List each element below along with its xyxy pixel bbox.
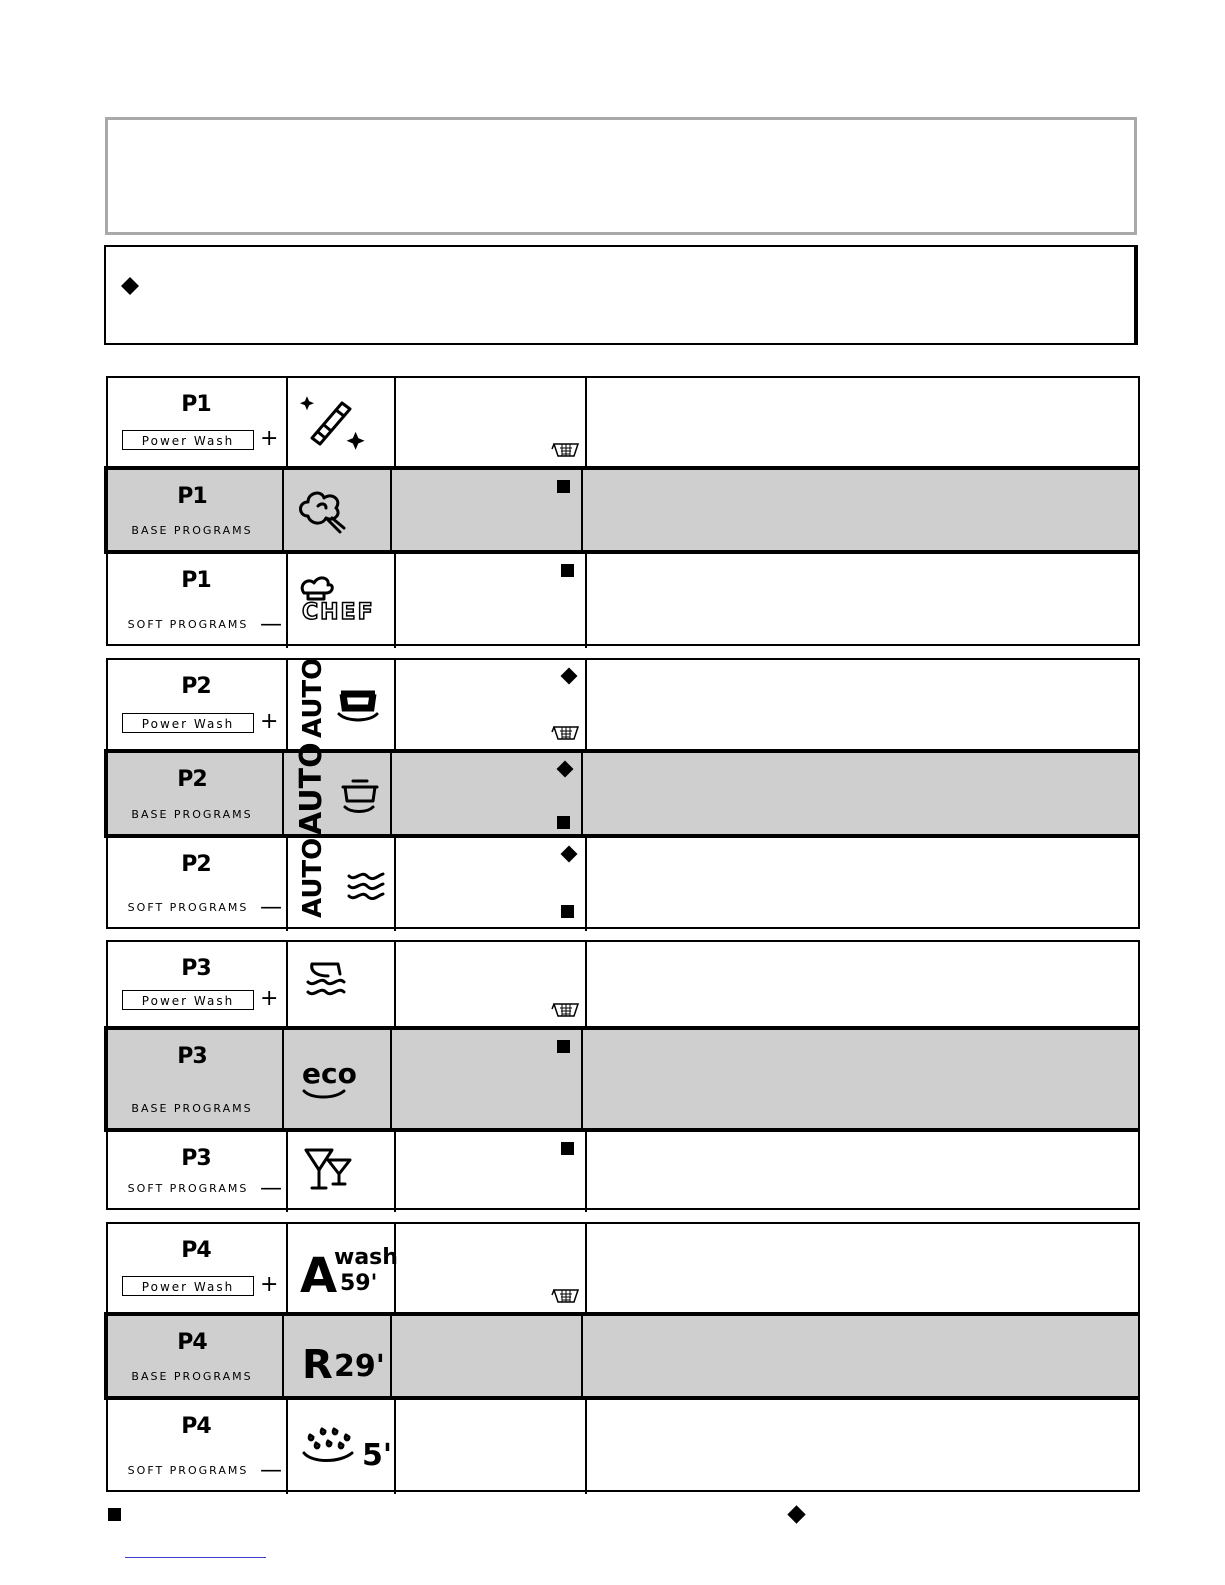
soft-programs-label: SOFT PROGRAMS — [127, 1464, 249, 1477]
diamond-marker-icon — [121, 277, 139, 295]
program-row — [108, 378, 1138, 466]
note-box — [104, 245, 1138, 345]
program-code: P4 — [181, 1414, 211, 1439]
program-row — [108, 1224, 1138, 1312]
program-code: P2 — [181, 674, 211, 699]
auto-pot-icon — [287, 742, 387, 841]
minus-sign: — — [260, 895, 282, 920]
program-row — [104, 1026, 1138, 1132]
program-code: P2 — [181, 852, 211, 877]
square-marker — [561, 905, 574, 918]
program-row — [104, 1312, 1138, 1400]
chef-icon — [298, 573, 390, 627]
plus-sign: + — [260, 709, 279, 734]
baby-bottle-icon — [298, 394, 368, 458]
filter-icon — [552, 723, 580, 747]
power-wash-label: Power Wash — [122, 713, 254, 733]
program-row — [108, 1132, 1138, 1212]
program-row — [108, 657, 1138, 749]
glasses-icon — [298, 1144, 358, 1200]
footer-link-underline[interactable] — [125, 1557, 266, 1558]
filter-icon — [552, 1000, 580, 1024]
plus-sign: + — [260, 986, 279, 1011]
square-marker — [557, 816, 570, 829]
plus-sign: + — [260, 1272, 279, 1297]
program-code: P3 — [177, 1044, 207, 1069]
square-marker — [557, 480, 570, 493]
auto-waves-icon — [291, 837, 391, 926]
filter-icon — [552, 440, 580, 464]
diamond-marker — [561, 846, 578, 863]
program-code: P1 — [181, 568, 211, 593]
cup-waves-icon — [298, 956, 358, 1010]
program-row — [104, 742, 1138, 838]
svg-text:R: R — [302, 1342, 333, 1388]
soft-programs-label: SOFT PROGRAMS — [127, 618, 249, 631]
svg-text:29': 29' — [334, 1349, 385, 1384]
svg-text:5': 5' — [362, 1438, 393, 1473]
program-row — [108, 554, 1138, 648]
program-group — [106, 658, 1140, 929]
square-marker — [561, 564, 574, 577]
program-code: P4 — [177, 1330, 207, 1355]
program-code: P3 — [181, 1146, 211, 1171]
footnote-diamond-marker — [787, 1505, 805, 1523]
power-wash-label: Power Wash — [122, 430, 254, 450]
steam-cloud-icon — [294, 486, 354, 540]
diamond-marker — [561, 668, 578, 685]
svg-text:A: A — [300, 1248, 338, 1304]
svg-text:AUTO: AUTO — [294, 742, 329, 835]
program-code: P1 — [177, 484, 207, 509]
base-programs-label: BASE PROGRAMS — [131, 808, 253, 821]
rapid-29-icon — [294, 1332, 386, 1392]
program-row — [108, 942, 1138, 1026]
program-group — [106, 376, 1140, 646]
base-programs-label: BASE PROGRAMS — [131, 524, 253, 537]
power-wash-label: Power Wash — [122, 990, 254, 1010]
svg-text:59': 59' — [340, 1271, 378, 1296]
program-code: P3 — [181, 956, 211, 981]
power-wash-label: Power Wash — [122, 1276, 254, 1296]
program-group — [106, 940, 1140, 1210]
minus-sign: — — [260, 612, 282, 637]
square-marker — [557, 1040, 570, 1053]
svg-text:AUTO: AUTO — [298, 657, 328, 738]
soft-programs-label: SOFT PROGRAMS — [127, 901, 249, 914]
minus-sign: — — [260, 1458, 282, 1483]
base-programs-label: BASE PROGRAMS — [131, 1102, 253, 1115]
program-code: P1 — [181, 392, 211, 417]
program-row — [108, 1400, 1138, 1494]
svg-text:wash: wash — [334, 1245, 398, 1270]
plus-sign: + — [260, 426, 279, 451]
program-code: P2 — [177, 767, 207, 792]
prewash-5-icon — [298, 1419, 398, 1479]
diamond-marker — [557, 761, 574, 778]
program-row — [104, 466, 1138, 554]
top-info-box — [105, 117, 1137, 235]
square-marker — [561, 1142, 574, 1155]
eco-icon — [294, 1055, 357, 1109]
program-code: P4 — [181, 1238, 211, 1263]
svg-text:AUTO: AUTO — [298, 837, 328, 918]
minus-sign: — — [260, 1176, 282, 1201]
auto-heavy-pot-icon — [291, 657, 391, 748]
awash-59-icon — [298, 1240, 398, 1304]
footnote-square-marker — [108, 1508, 121, 1521]
program-group — [106, 1222, 1140, 1492]
svg-text:eco: eco — [302, 1057, 357, 1090]
soft-programs-label: SOFT PROGRAMS — [127, 1182, 249, 1195]
program-row — [108, 838, 1138, 931]
svg-text:CHEF: CHEF — [302, 600, 375, 625]
filter-icon — [552, 1286, 580, 1310]
base-programs-label: BASE PROGRAMS — [131, 1370, 253, 1383]
